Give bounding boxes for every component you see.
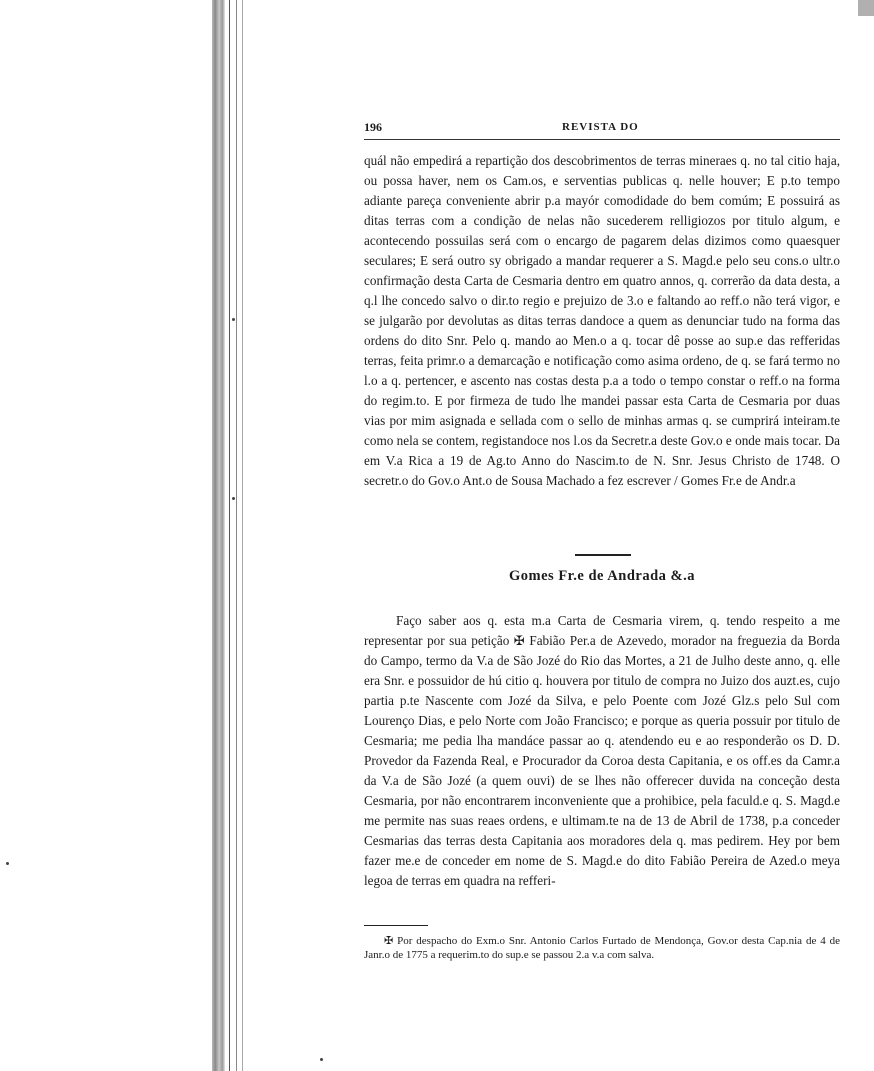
footnote-text: ✠ Por despacho do Exm.o Snr. Antonio Carlos Furtado de Mendonça, Gov.or desta Cap.nia de 4 de Janr.o de 1775 a requerim.to do sup.e se passou 2.a v.a com salva. xyxy=(364,935,840,961)
footnote-rule xyxy=(364,925,428,926)
body-text-second xyxy=(364,611,840,891)
footnote xyxy=(364,935,840,962)
paragraph: Faço saber aos q. esta m.a Carta de Cesmaria virem, q. tendo respeito a me representar por sua petição ✠ Fabião Per.a de Azevedo, morador na freguezia da Borda do Campo, termo da V.a de São Jozé do Rio das Mortes, a 21 de Julho deste anno, q. elle era Snr. e possuidor de hú citio q. houvera por titulo de compra no Juizo dos auzt.es, cujo partia p.te Nascente com Jozé da Silva, e pelo Poente com Jozé Glz.s pelo Sul com Lourenço Dias, e pelo Norte com João Francisco; e porque as queria possuir por titulo de Cesmaria; me pedia lha mandáce passar ao q. atendendo eu e ao responderão os D. D. Provedor da Fazenda Real, e Procurador da Coroa desta Capitania, e os off.es da Camr.a da V.a de São Jozé (a quem ouvi) de se lhes não offerecer duvida na conceção desta Cesmaria, por não encontrarem inconveniente que a prohibice, pela faculd.e q. S. Magd.e me permite nas suas reaes ordens, e ultimam.te na de 13 de Abril de 1738, p.a conceder Cesmarias das terras desta Capitania aos moradores dela q. mas pedirem. Hey por bem fazer me.e de conceder em nome de S. Magd.e do dito Fabião Pereira de Azed.o meya legoa de terras em quadra na refferi- xyxy=(364,613,840,888)
running-title: REVISTA DO xyxy=(562,121,639,133)
page-header xyxy=(364,120,840,138)
section-separator xyxy=(575,554,631,556)
header-rule xyxy=(364,139,840,140)
body-text xyxy=(364,151,840,491)
page-number: 196 xyxy=(364,120,382,134)
section-title: Gomes Fr.e de Andrada &.a xyxy=(509,568,695,584)
paragraph: quál não empedirá a repartição dos descobrimentos de terras mineraes q. no tal citio haja, ou possa haver, nem os Cam.os, e serventias publicas q. nelle houver; E p.to tempo adiante pareça conveniente abrir p.a mayór comodidade do bem comúm; E possuirá as ditas terras com a condição de nelas não sucederem relligiozos por titulo algum, e acontecendo possuilas será com o encargo de pagarem delas dizimos como quaesquer seculares; E será outro sy obrigado a mandar requerer a S. Magd.e pelo seu cons.o ultr.o confirmação desta Carta de Cesmaria dentro em quatro annos, q. correrão da data desta, a q.l lhe concedo salvo o dir.to regio e prejuizo de 3.o e faltando ao reff.o não terá vigor, e se julgarão por devolutas as ditas terras dandoce a quem as denunciar tudo na forma das ordens do dito Snr. Pelo q. mando ao Men.o a q. tocar dê posse ao sup.e das refferidas terras, feita primr.o a demarcação e notificação como asima ordeno, de q. se fará termo no l.o a q. pertencer, e ascento nas costas desta p.a a todo o tempo constar o reff.o na forma do regim.to. E por firmeza de tudo lhe mandei passar esta Carta de Cesmaria por duas vias por mim asignada e sellada com o sello de minhas armas q. se cumprirá inteiram.te como nela se contem, registandoce nos l.os da Secretr.a deste Gov.o e onde mais tocar. Da em V.a Rica a 19 de Ag.to Anno do Nascim.to de N. Snr. Jesus Christo de 1748. O secretr.o do Gov.o Ant.o de Sousa Machado a fez escrever / Gomes Fr.e de Andr.a xyxy=(364,153,840,488)
